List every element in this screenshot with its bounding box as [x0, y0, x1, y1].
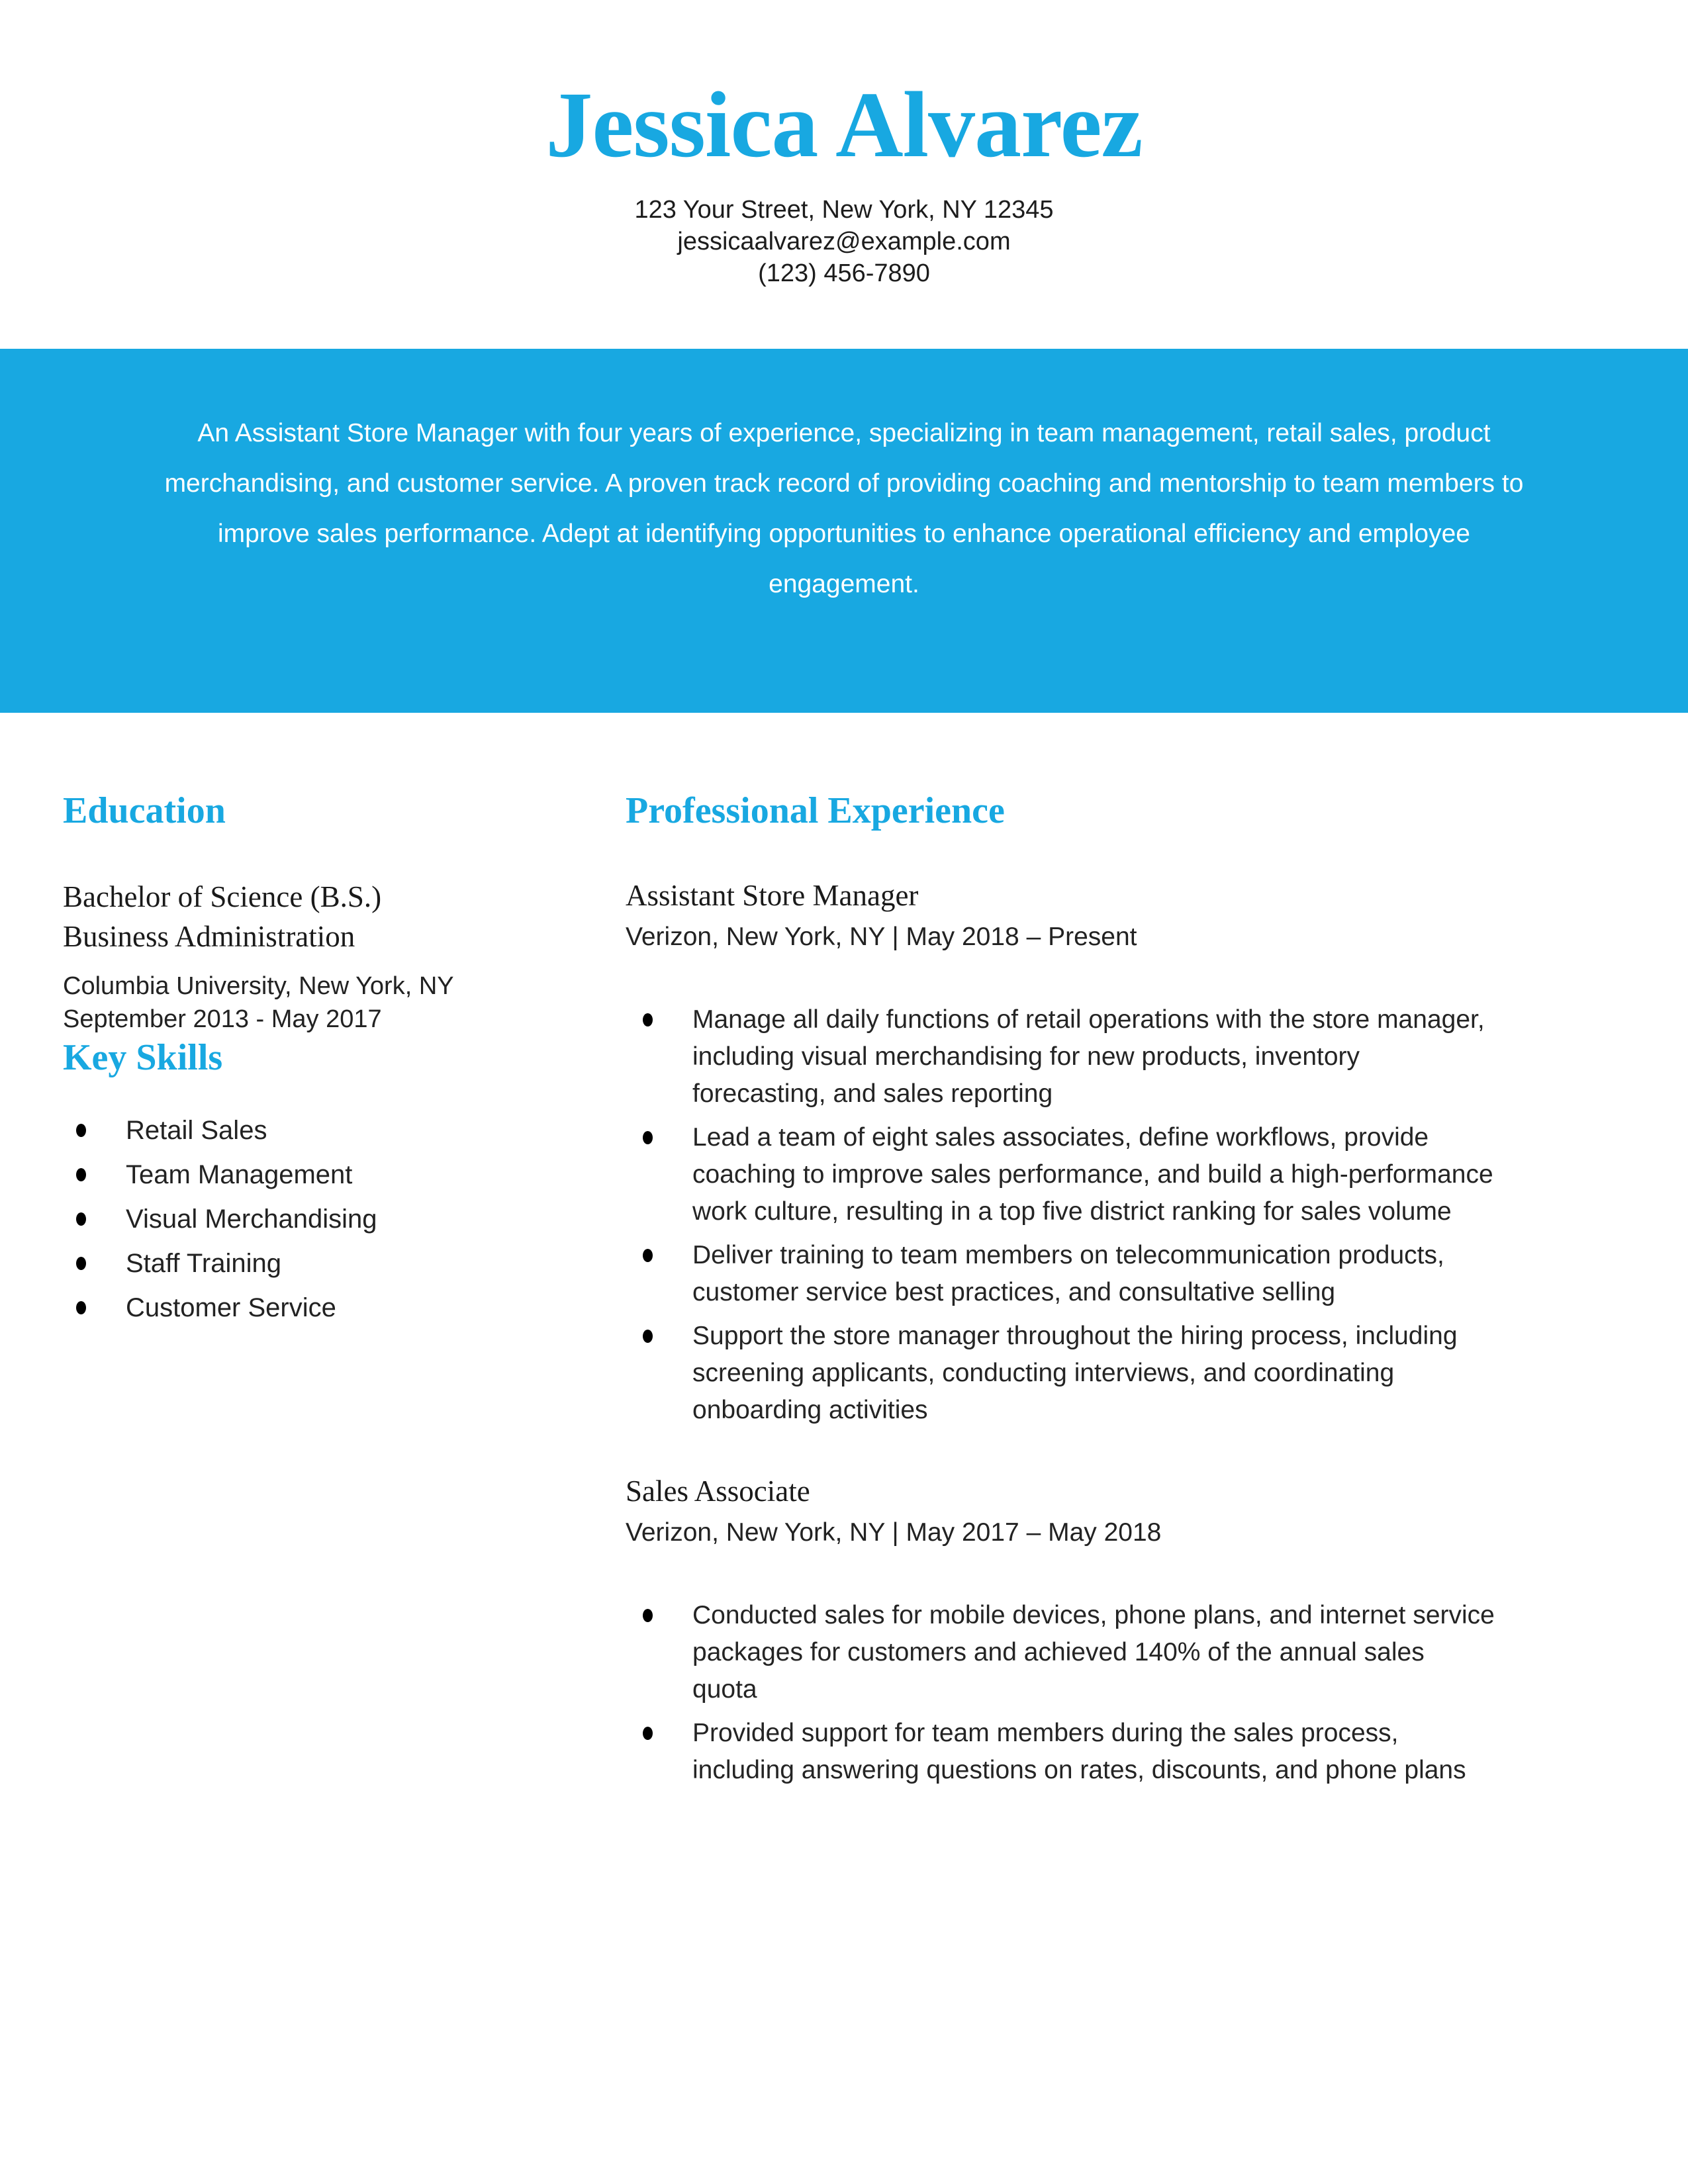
job-title: Assistant Store Manager [626, 879, 919, 913]
contact-address: 123 Your Street, New York, NY 12345 [634, 195, 1054, 224]
job-meta: Verizon, New York, NY | May 2017 – May 2018 [626, 1518, 1162, 1547]
skill-item [76, 1250, 592, 1277]
education-meta [63, 970, 592, 1036]
contact-email: jessicaalvarez@example.com [677, 227, 1011, 255]
bullet-icon [643, 1013, 653, 1026]
education-dates: September 2013 - May 2017 [63, 1005, 382, 1034]
bullet-icon [643, 1727, 653, 1740]
bullet-text: Conducted sales for mobile devices, phone plans, and internet service packages for customers and achieved 140% of the annual sales quota [692, 1601, 1495, 1704]
bullet-icon [76, 1212, 86, 1226]
summary-text: An Assistant Store Manager with four years of experience, specializing in team management, retail sales, product merchandising, and customer service. A proven track record of providing coaching and mentorship to team members to improve sales performance. Adept at identifying opportunities to enhance operational efficiency and employee engagement. [164, 419, 1524, 598]
content-columns [0, 789, 1688, 1796]
job-bullets [626, 1597, 1496, 1789]
contact-info [0, 194, 1688, 289]
bullet-item [643, 1001, 1496, 1113]
contact-phone: (123) 456-7890 [758, 259, 930, 287]
bullet-text: Lead a team of eight sales associates, define workflows, provide coaching to improve sales performance, and build a high-performance work culture, resulting in a top five district ranking for sales volume [692, 1123, 1493, 1226]
bullet-icon [76, 1301, 86, 1314]
bullet-icon [643, 1249, 653, 1262]
bullet-item [643, 1597, 1496, 1708]
skills-list [63, 1117, 592, 1321]
header [0, 0, 1688, 349]
skill-label: Customer Service [126, 1293, 336, 1323]
experience-column [626, 789, 1496, 1796]
bullet-icon [76, 1124, 86, 1137]
skill-item [76, 1161, 592, 1188]
education-school: Columbia University, New York, NY [63, 972, 454, 1001]
bullet-icon [643, 1131, 653, 1144]
skill-item [76, 1295, 592, 1321]
bullet-item [643, 1237, 1496, 1311]
job-bullets [626, 1001, 1496, 1429]
experience-heading: Professional Experience [626, 790, 1005, 831]
education-heading: Education [63, 790, 226, 831]
bullet-icon [76, 1257, 86, 1270]
bullet-icon [643, 1330, 653, 1343]
bullet-item [643, 1715, 1496, 1789]
summary-banner [0, 349, 1688, 713]
candidate-name: Jessica Alvarez [545, 72, 1143, 177]
bullet-text: Support the store manager throughout the hiring process, including screening applicants, conducting interviews, and coordinating onboarding activities [692, 1322, 1458, 1425]
job-meta: Verizon, New York, NY | May 2018 – Present [626, 923, 1137, 952]
job-entry [626, 877, 1496, 1429]
left-column [63, 789, 592, 1339]
skill-label: Retail Sales [126, 1116, 267, 1146]
skill-label: Team Management [126, 1160, 353, 1190]
bullet-item [643, 1119, 1496, 1230]
skill-label: Staff Training [126, 1249, 281, 1279]
bullet-item [643, 1318, 1496, 1429]
education-degree-line2: Business Administration [63, 920, 355, 954]
bullet-text: Deliver training to team members on telecommunication products, customer service best practices, and consultative selling [692, 1241, 1444, 1307]
skill-label: Visual Merchandising [126, 1205, 377, 1234]
bullet-text: Manage all daily functions of retail operations with the store manager, including visual merchandising for new products, inventory forecasting, and sales reporting [692, 1005, 1485, 1109]
skill-item [76, 1117, 592, 1144]
education-degree-line1: Bachelor of Science (B.S.) [63, 880, 382, 914]
skill-item [76, 1206, 592, 1232]
bullet-icon [76, 1168, 86, 1181]
bullet-icon [643, 1609, 653, 1622]
job-entry [626, 1473, 1496, 1789]
bullet-text: Provided support for team members during the sales process, including answering questions on rates, discounts, and phone plans [692, 1719, 1466, 1785]
education-degree [63, 877, 592, 956]
skills-heading: Key Skills [63, 1037, 223, 1079]
job-title: Sales Associate [626, 1475, 810, 1508]
